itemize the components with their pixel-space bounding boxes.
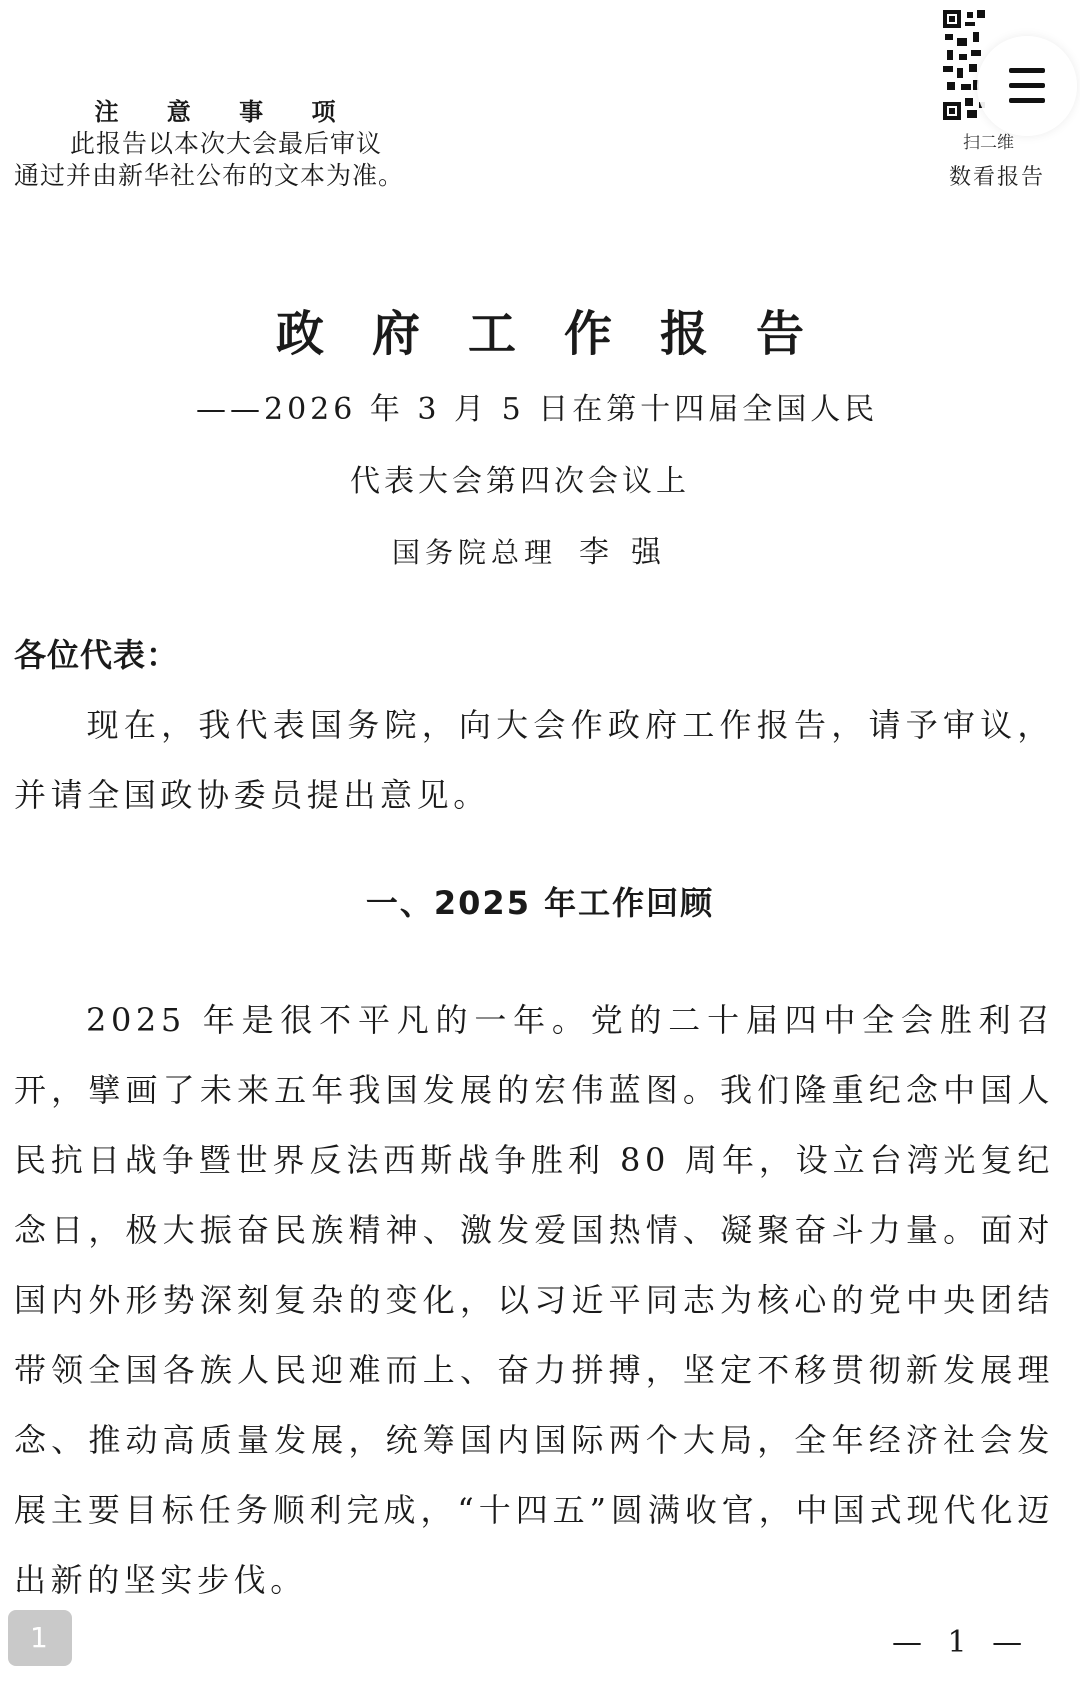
author-name: 李强 bbox=[579, 535, 684, 570]
salutation: 各位代表： bbox=[14, 636, 180, 674]
hamburger-menu-icon bbox=[1009, 68, 1045, 73]
notice-line-1: 此报告以本次大会最后审议 bbox=[70, 129, 383, 158]
section-heading: 一、2025 年工作回顾 bbox=[365, 884, 715, 922]
subtitle-line-2: 代表大会第四次会议上 bbox=[350, 464, 690, 499]
intro-paragraph-text: 现在，我代表国务院，向大会作政府工作报告，请予审议，并请全国政协委员提出意见。 bbox=[14, 706, 1054, 814]
notice-title: 注 意 事 项 bbox=[94, 98, 356, 126]
document-title: 政府工作报告 bbox=[275, 306, 852, 362]
page-badge[interactable]: 1 bbox=[8, 1610, 72, 1666]
body-paragraph-text: 2025 年是很不平凡的一年。党的二十届四中全会胜利召开，擘画了未来五年我国发展的宏伟蓝图。我们隆重纪念中国人民抗日战争暨世界反法西斯战争胜利 80 周年，设立台湾光复纪念日，极大振奋民族精神、激发爱国热情、凝聚奋斗力量。面对国内外形势深刻复杂的变化，以习近平同志为核心的党中央团结带领全国各族人民迎难而上、奋力拼搏，坚定不移贯彻新发展理念、推动高质量发展，统筹国内国际两个大局，全年经济社会发展主要目标任务顺利完成，“十四五”圆满收官，中国式现代化迈出新的坚实步伐。 bbox=[14, 1001, 1054, 1599]
body-paragraph bbox=[14, 985, 1054, 1615]
intro-paragraph bbox=[14, 690, 1054, 830]
subtitle-line-1: ——2026 年 3 月 5 日在第十四届全国人民 bbox=[196, 392, 879, 427]
menu-button[interactable] bbox=[977, 36, 1077, 136]
page-number: — 1 — bbox=[892, 1625, 1031, 1660]
qr-caption: 数看报告 bbox=[949, 165, 1046, 190]
notice-line-2: 通过并由新华社公布的文本为准。 bbox=[14, 161, 405, 190]
author-line bbox=[392, 527, 683, 571]
hamburger-menu-icon-bar bbox=[1009, 98, 1045, 103]
qr-caption-partial: 扫二维 bbox=[963, 133, 1014, 153]
qr-code-area bbox=[935, 8, 1075, 188]
hamburger-menu-icon-bar bbox=[1009, 83, 1045, 88]
notice-block bbox=[14, 96, 424, 192]
author-role: 国务院总理 bbox=[392, 536, 558, 569]
